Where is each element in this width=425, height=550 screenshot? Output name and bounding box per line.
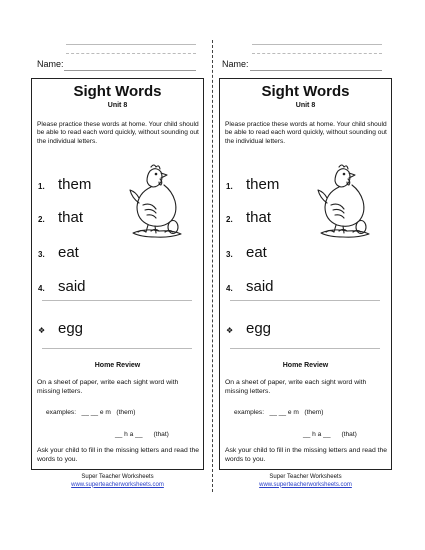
footer-brand: Super Teacher Worksheets: [269, 474, 342, 480]
word-number: 2.: [226, 215, 233, 224]
footer: [219, 474, 392, 489]
word-text: eat: [246, 244, 267, 261]
unit-label: Unit 8: [295, 102, 316, 109]
word-number: 4.: [38, 284, 45, 293]
home-review-text: Ask your child to fill in the missing letters and read the words to you.: [37, 447, 200, 463]
word-text: said: [246, 278, 274, 295]
footer-link[interactable]: www.superteacherworksheets.com: [259, 481, 352, 488]
example-line: __ h a __ (that): [115, 431, 169, 438]
divider-line: [42, 348, 192, 349]
header-line: [66, 53, 196, 54]
word-number: 1.: [226, 182, 233, 191]
name-line[interactable]: [250, 70, 382, 71]
name-line[interactable]: [64, 70, 196, 71]
header-line: [66, 44, 196, 45]
word-number: 1.: [38, 182, 45, 191]
word-number: 3.: [38, 250, 45, 259]
worksheet-left: [0, 0, 212, 550]
word-text: them: [246, 176, 280, 193]
footer-link[interactable]: www.superteacherworksheets.com: [71, 481, 164, 488]
footer: [31, 474, 204, 489]
header-line: [252, 44, 382, 45]
header-line: [252, 53, 382, 54]
word-text: eat: [58, 244, 79, 261]
word-number: 3.: [226, 250, 233, 259]
divider-line: [230, 300, 380, 301]
hen-with-egg-icon: [317, 163, 373, 239]
word-number: 4.: [226, 284, 233, 293]
sight-words-card: [219, 78, 392, 470]
unit-label: Unit 8: [107, 102, 128, 109]
word-text: egg: [246, 320, 272, 337]
word-text: that: [58, 209, 84, 226]
home-review-text: On a sheet of paper, write each sight word with missing letters.: [37, 379, 179, 395]
example-line: __ h a __ (that): [303, 431, 357, 438]
home-review-title: Home Review: [94, 362, 141, 369]
home-review-text: Ask your child to fill in the missing letters and read the words to you.: [225, 447, 388, 463]
instructions-text: Please practice these words at home. Your child should be able to read each word quickly, without sounding out the individual letters.: [37, 121, 199, 145]
divider-line: [42, 300, 192, 301]
word-text: egg: [58, 320, 84, 337]
word-number: 2.: [38, 215, 45, 224]
example-line: examples: __ __ e m (them): [46, 409, 136, 416]
instructions-text: Please practice these words at home. Your child should be able to read each word quickly, without sounding out the individual letters.: [225, 121, 387, 145]
word-text: that: [246, 209, 272, 226]
hen-with-egg-icon: [129, 163, 185, 239]
example-line: examples: __ __ e m (them): [234, 409, 324, 416]
diamond-bullet-icon: ❖: [226, 326, 234, 335]
card-title: Sight Words: [73, 83, 162, 100]
name-label: Name:: [37, 59, 64, 69]
home-review-title: Home Review: [282, 362, 329, 369]
footer-brand: Super Teacher Worksheets: [81, 474, 154, 480]
home-review-text: On a sheet of paper, write each sight word with missing letters.: [225, 379, 367, 395]
word-text: said: [58, 278, 86, 295]
divider-line: [230, 348, 380, 349]
sight-words-card: [31, 78, 204, 470]
worksheet-right: [213, 0, 425, 550]
diamond-bullet-icon: ❖: [38, 326, 46, 335]
card-title: Sight Words: [261, 83, 350, 100]
word-text: them: [58, 176, 92, 193]
name-label: Name:: [222, 59, 249, 69]
